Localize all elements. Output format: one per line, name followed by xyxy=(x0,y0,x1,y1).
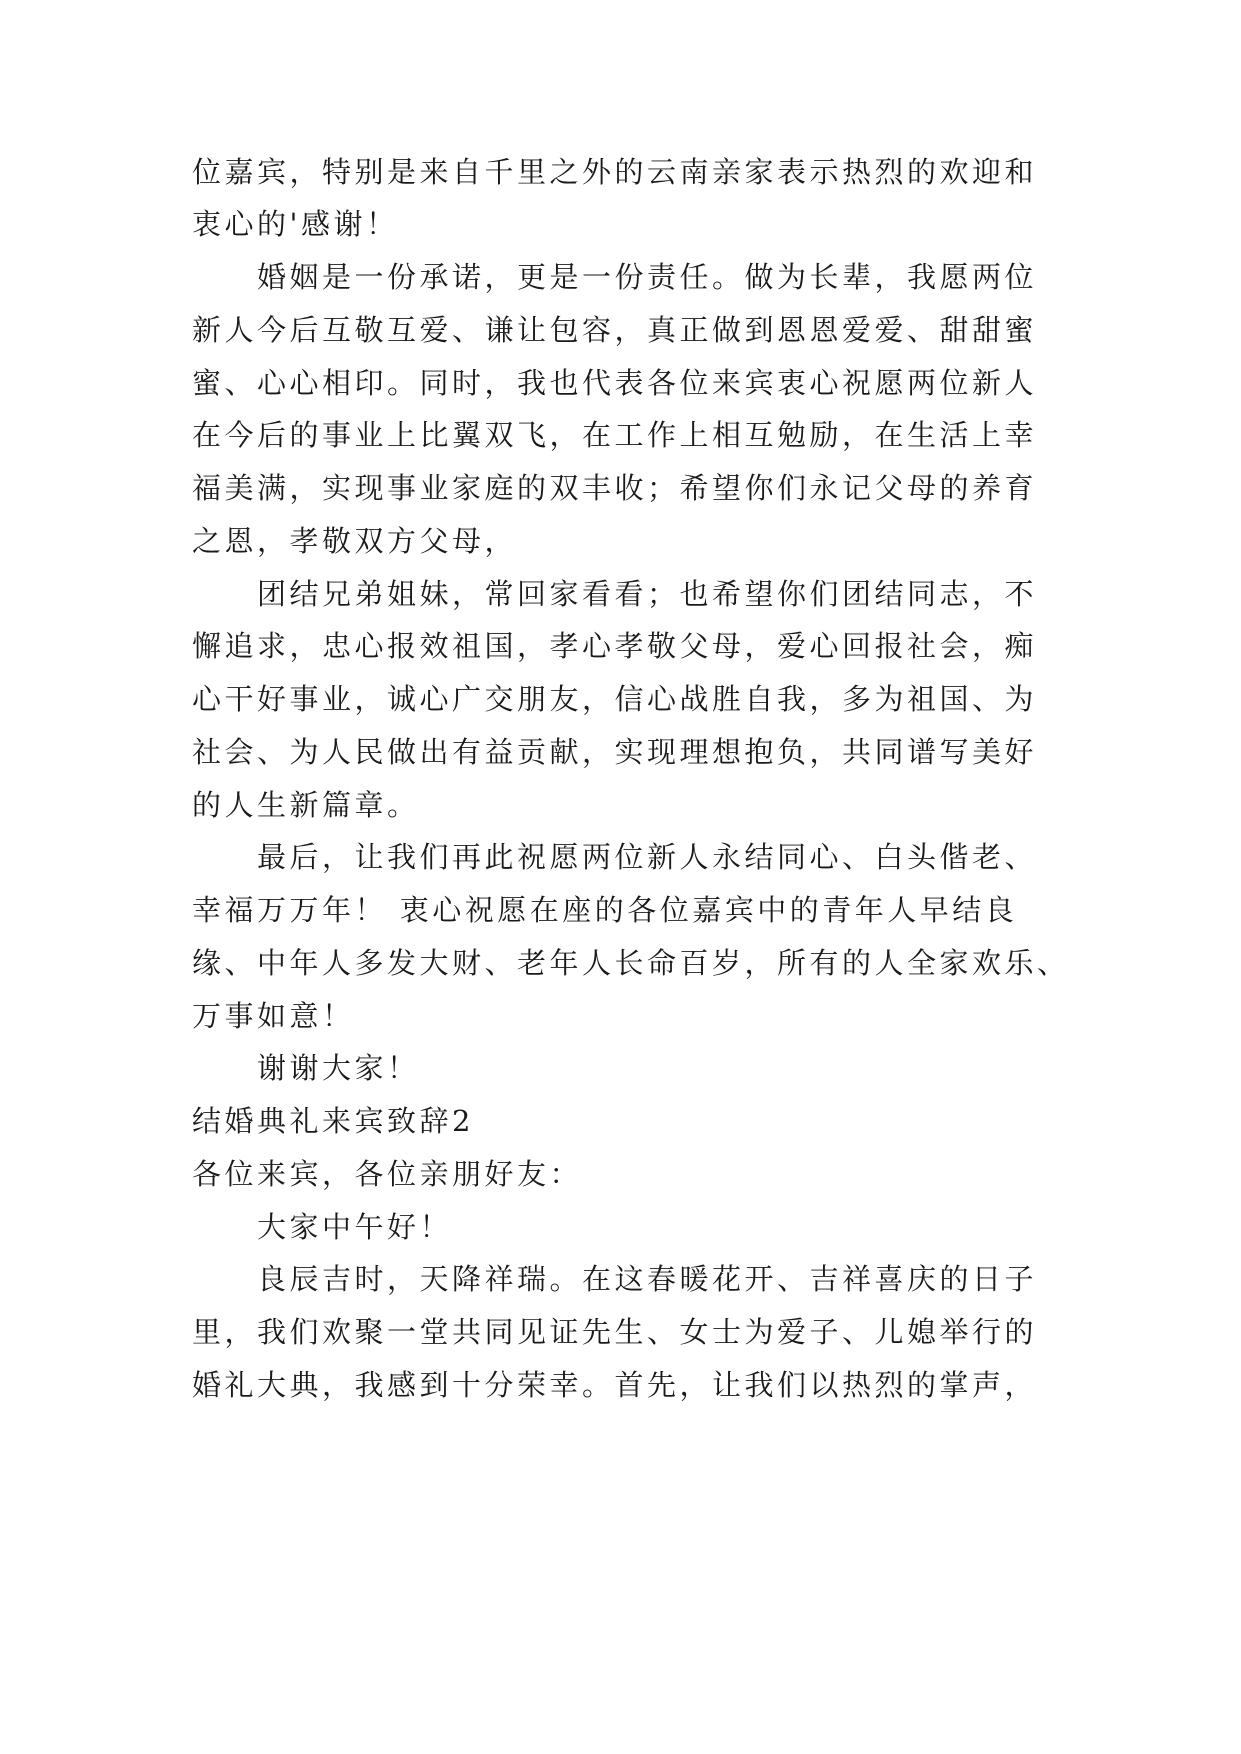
text-line: 万事如意！ xyxy=(192,999,355,1033)
paragraph-start-line: 良辰吉时，天降祥瑞。在这春暖花开、吉祥喜庆的日子 xyxy=(257,1262,1038,1296)
text-line: 的人生新篇章。 xyxy=(192,788,420,822)
paragraph-start-line: 大家中午好！ xyxy=(257,1210,453,1244)
text-line: 缘、中年人多发大财、老年人长命百岁，所有的人全家欢乐、 xyxy=(192,946,1070,980)
paragraph-start-line: 最后，让我们再此祝愿两位新人永结同心、白头偕老、 xyxy=(257,840,1038,874)
text-line: 之恩，孝敬双方父母， xyxy=(192,524,518,558)
section-title: 结婚典礼来宾致辞2 xyxy=(192,1104,474,1138)
text-line: 衷心的'感谢！ xyxy=(192,207,399,241)
salutation-line: 各位来宾，各位亲朋好友： xyxy=(192,1157,583,1191)
text-line: 婚礼大典，我感到十分荣幸。首先，让我们以热烈的掌声， xyxy=(192,1368,1038,1402)
text-line: 福美满，实现事业家庭的双丰收；希望你们永记父母的养育 xyxy=(192,471,1038,505)
text-line: 里，我们欢聚一堂共同见证先生、女士为爱子、儿媳举行的 xyxy=(192,1315,1038,1349)
text-line: 幸福万万年！ 衷心祝愿在座的各位嘉宾中的青年人早结良 xyxy=(192,893,1018,927)
text-line: 位嘉宾，特别是来自千里之外的云南亲家表示热烈的欢迎和 xyxy=(192,155,1038,189)
text-line: 蜜、心心相印。同时，我也代表各位来宾衷心祝愿两位新人 xyxy=(192,366,1038,400)
text-line: 懈追求，忠心报效祖国，孝心孝敬父母，爱心回报社会，痴 xyxy=(192,629,1038,663)
text-line: 新人今后互敬互爱、谦让包容，真正做到恩恩爱爱、甜甜蜜 xyxy=(192,313,1038,347)
text-line: 社会、为人民做出有益贡献，实现理想抱负，共同谱写美好 xyxy=(192,735,1038,769)
paragraph-start-line: 谢谢大家！ xyxy=(257,1051,420,1085)
text-line: 在今后的事业上比翼双飞，在工作上相互勉励，在生活上幸 xyxy=(192,418,1038,452)
text-line: 心干好事业，诚心广交朋友，信心战胜自我，多为祖国、为 xyxy=(192,682,1038,716)
paragraph-start-line: 婚姻是一份承诺，更是一份责任。做为长辈，我愿两位 xyxy=(257,260,1038,294)
paragraph-start-line: 团结兄弟姐妹，常回家看看；也希望你们团结同志，不 xyxy=(257,577,1038,611)
